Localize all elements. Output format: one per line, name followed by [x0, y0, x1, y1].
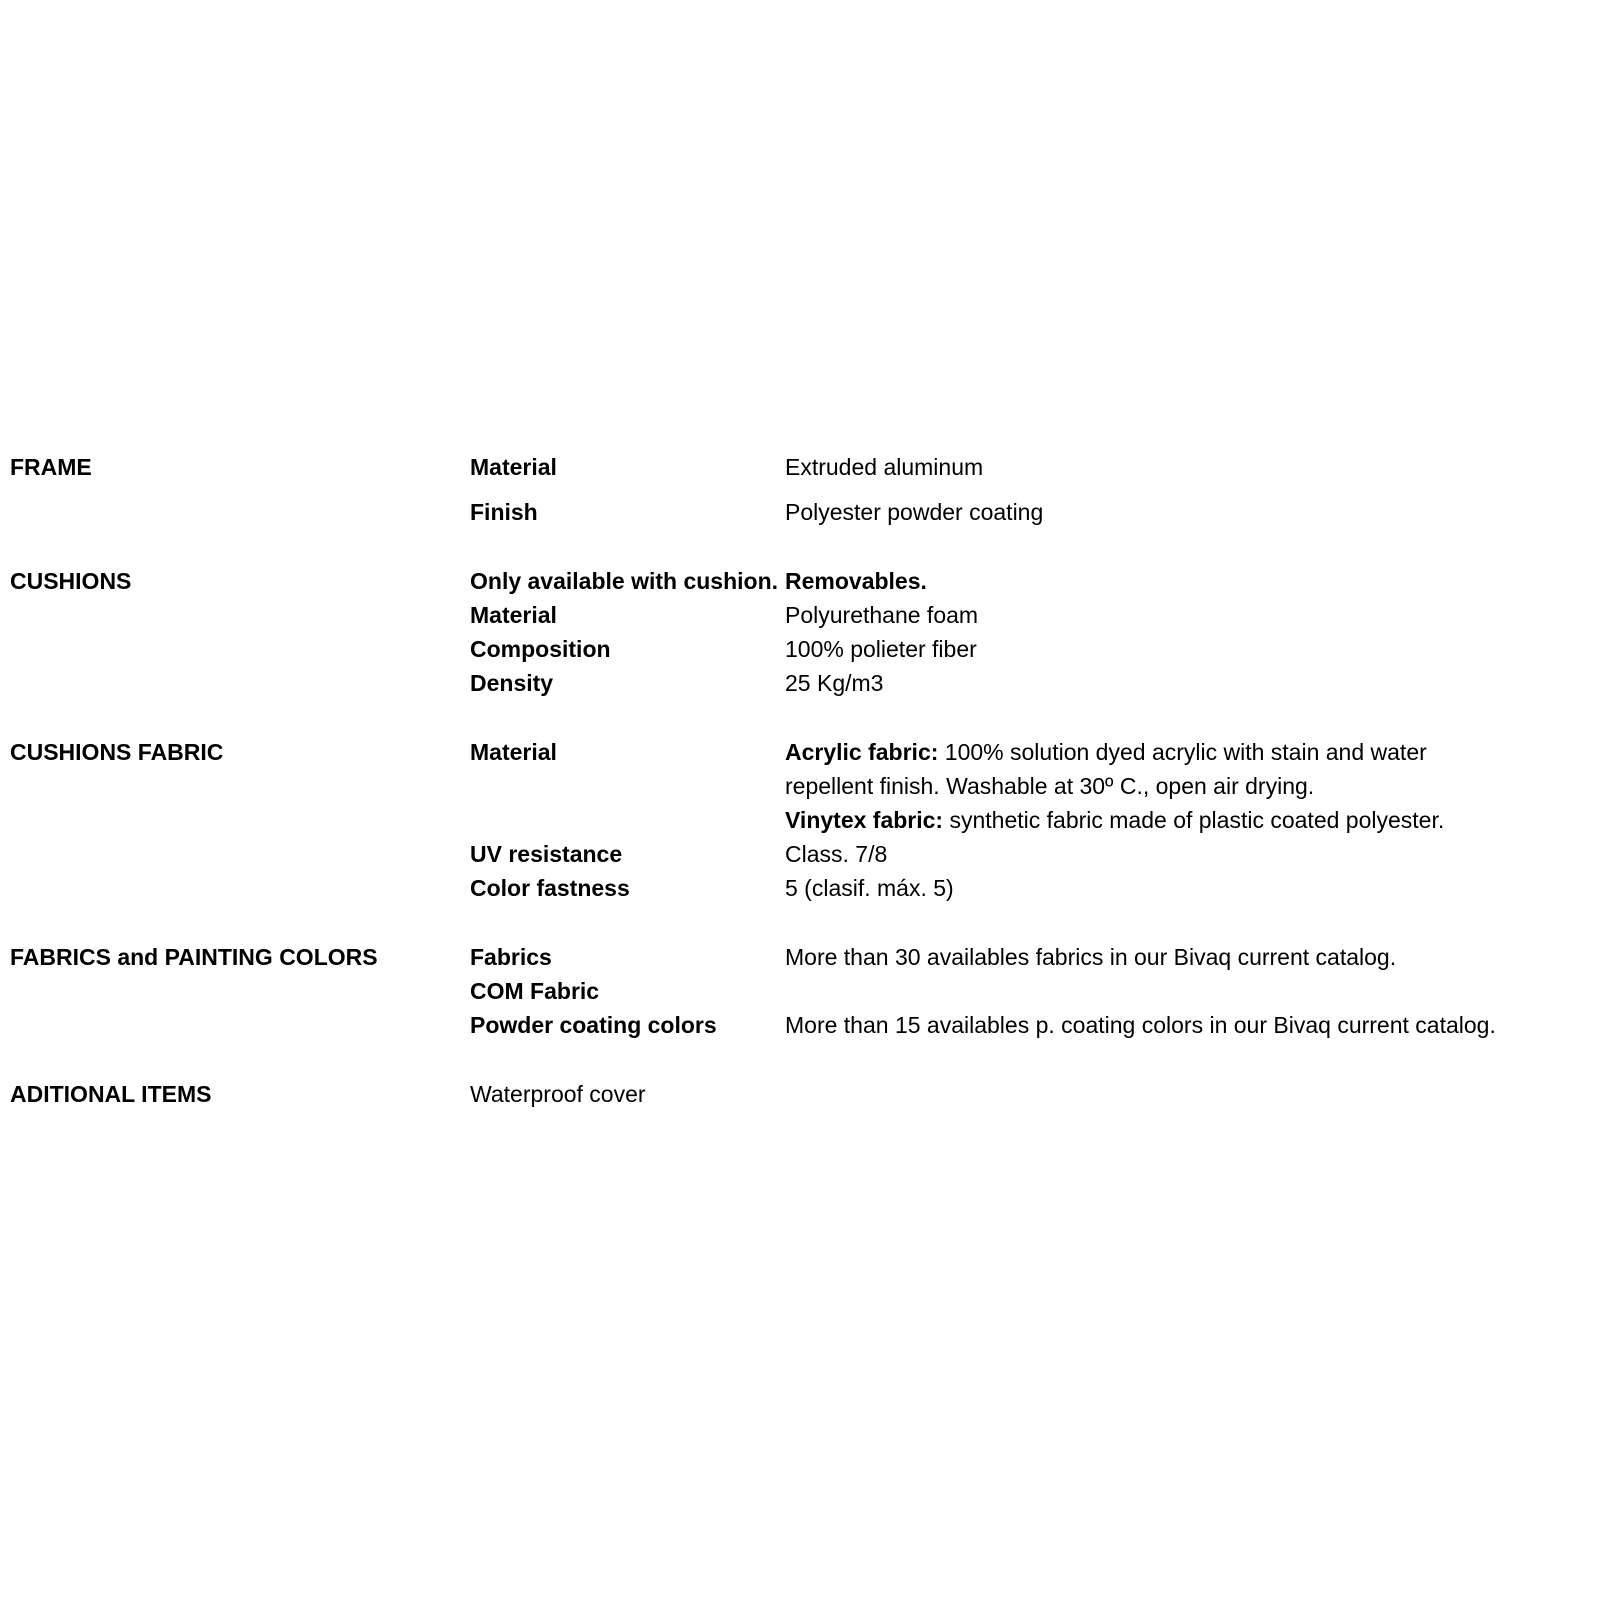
- value-text: 5 (clasif. máx. 5): [785, 875, 954, 901]
- value-text: Polyester powder coating: [785, 499, 1044, 525]
- attribute-label: UV resistance: [470, 841, 623, 867]
- value-bold-lead: Vinytex fabric:: [785, 807, 944, 833]
- value-cell: [785, 837, 1590, 871]
- spec-row: [10, 598, 1590, 632]
- value-cell: [785, 495, 1590, 529]
- spec-row: [10, 803, 1590, 837]
- spec-section-aditional-items: [10, 1077, 1590, 1111]
- section-label: FRAME: [10, 454, 92, 480]
- spec-row: [10, 837, 1590, 871]
- value-cell: [785, 666, 1590, 700]
- attribute-label: Waterproof cover: [470, 1081, 646, 1107]
- value-cell: [785, 940, 1590, 974]
- value-text: 100% solution dyed acrylic with stain and water: [944, 739, 1427, 765]
- attribute-label: Density: [470, 670, 554, 696]
- value-cell: [785, 450, 1590, 484]
- value-cell: [785, 632, 1590, 666]
- value-cell: [785, 598, 1590, 632]
- attribute-label: Composition: [470, 636, 611, 662]
- attribute-label: Material: [470, 602, 557, 628]
- value-cell: [785, 769, 1590, 803]
- value-text: 25 Kg/m3: [785, 670, 884, 696]
- spec-section-cushions: [10, 564, 1590, 700]
- spec-row: [10, 632, 1590, 666]
- spec-row: [10, 495, 1590, 529]
- spec-row: [10, 450, 1590, 484]
- value-text: 100% polieter fiber: [785, 636, 977, 662]
- attribute-label: Color fastness: [470, 875, 630, 901]
- spec-section-cushions-fabric: [10, 735, 1590, 905]
- spec-row: [10, 940, 1590, 974]
- value-text: More than 15 availables p. coating colors in our Bivaq current catalog.: [785, 1012, 1496, 1038]
- value-cell: [785, 1008, 1590, 1042]
- spec-row: [10, 871, 1590, 905]
- spec-section-fabrics-painting-colors: [10, 940, 1590, 1042]
- spec-sheet: [10, 450, 1590, 1111]
- value-cell: [785, 803, 1590, 837]
- spec-row: [10, 564, 1590, 598]
- section-label: CUSHIONS FABRIC: [10, 739, 224, 765]
- value-text: Polyurethane foam: [785, 602, 979, 628]
- spec-section-frame: [10, 450, 1590, 529]
- value-cell: [785, 735, 1590, 769]
- value-text: Class. 7/8: [785, 841, 888, 867]
- spec-row: [10, 974, 1590, 1008]
- value-bold-lead: Removables.: [785, 568, 927, 594]
- value-text: More than 30 availables fabrics in our Bivaq current catalog.: [785, 944, 1397, 970]
- attribute-label: Finish: [470, 499, 538, 525]
- spec-row: [10, 1077, 1590, 1111]
- value-text: synthetic fabric made of plastic coated polyester.: [949, 807, 1445, 833]
- value-cell: [785, 871, 1590, 905]
- value-bold-lead: Acrylic fabric:: [785, 739, 939, 765]
- spec-row: [10, 769, 1590, 803]
- value-text: repellent finish. Washable at 30º C., open air drying.: [785, 773, 1315, 799]
- value-cell: [785, 564, 1590, 598]
- attribute-label: COM Fabric: [470, 978, 600, 1004]
- section-label: CUSHIONS: [10, 568, 132, 594]
- section-label: ADITIONAL ITEMS: [10, 1081, 212, 1107]
- attribute-label: Material: [470, 454, 557, 480]
- attribute-label: Material: [470, 739, 557, 765]
- spec-row: [10, 735, 1590, 769]
- attribute-label: Only available with cushion.: [470, 568, 779, 594]
- spec-row: [10, 1008, 1590, 1042]
- attribute-label: Fabrics: [470, 944, 552, 970]
- attribute-label: Powder coating colors: [470, 1012, 717, 1038]
- section-label: FABRICS and PAINTING COLORS: [10, 944, 378, 970]
- value-text: Extruded aluminum: [785, 454, 984, 480]
- spec-row: [10, 666, 1590, 700]
